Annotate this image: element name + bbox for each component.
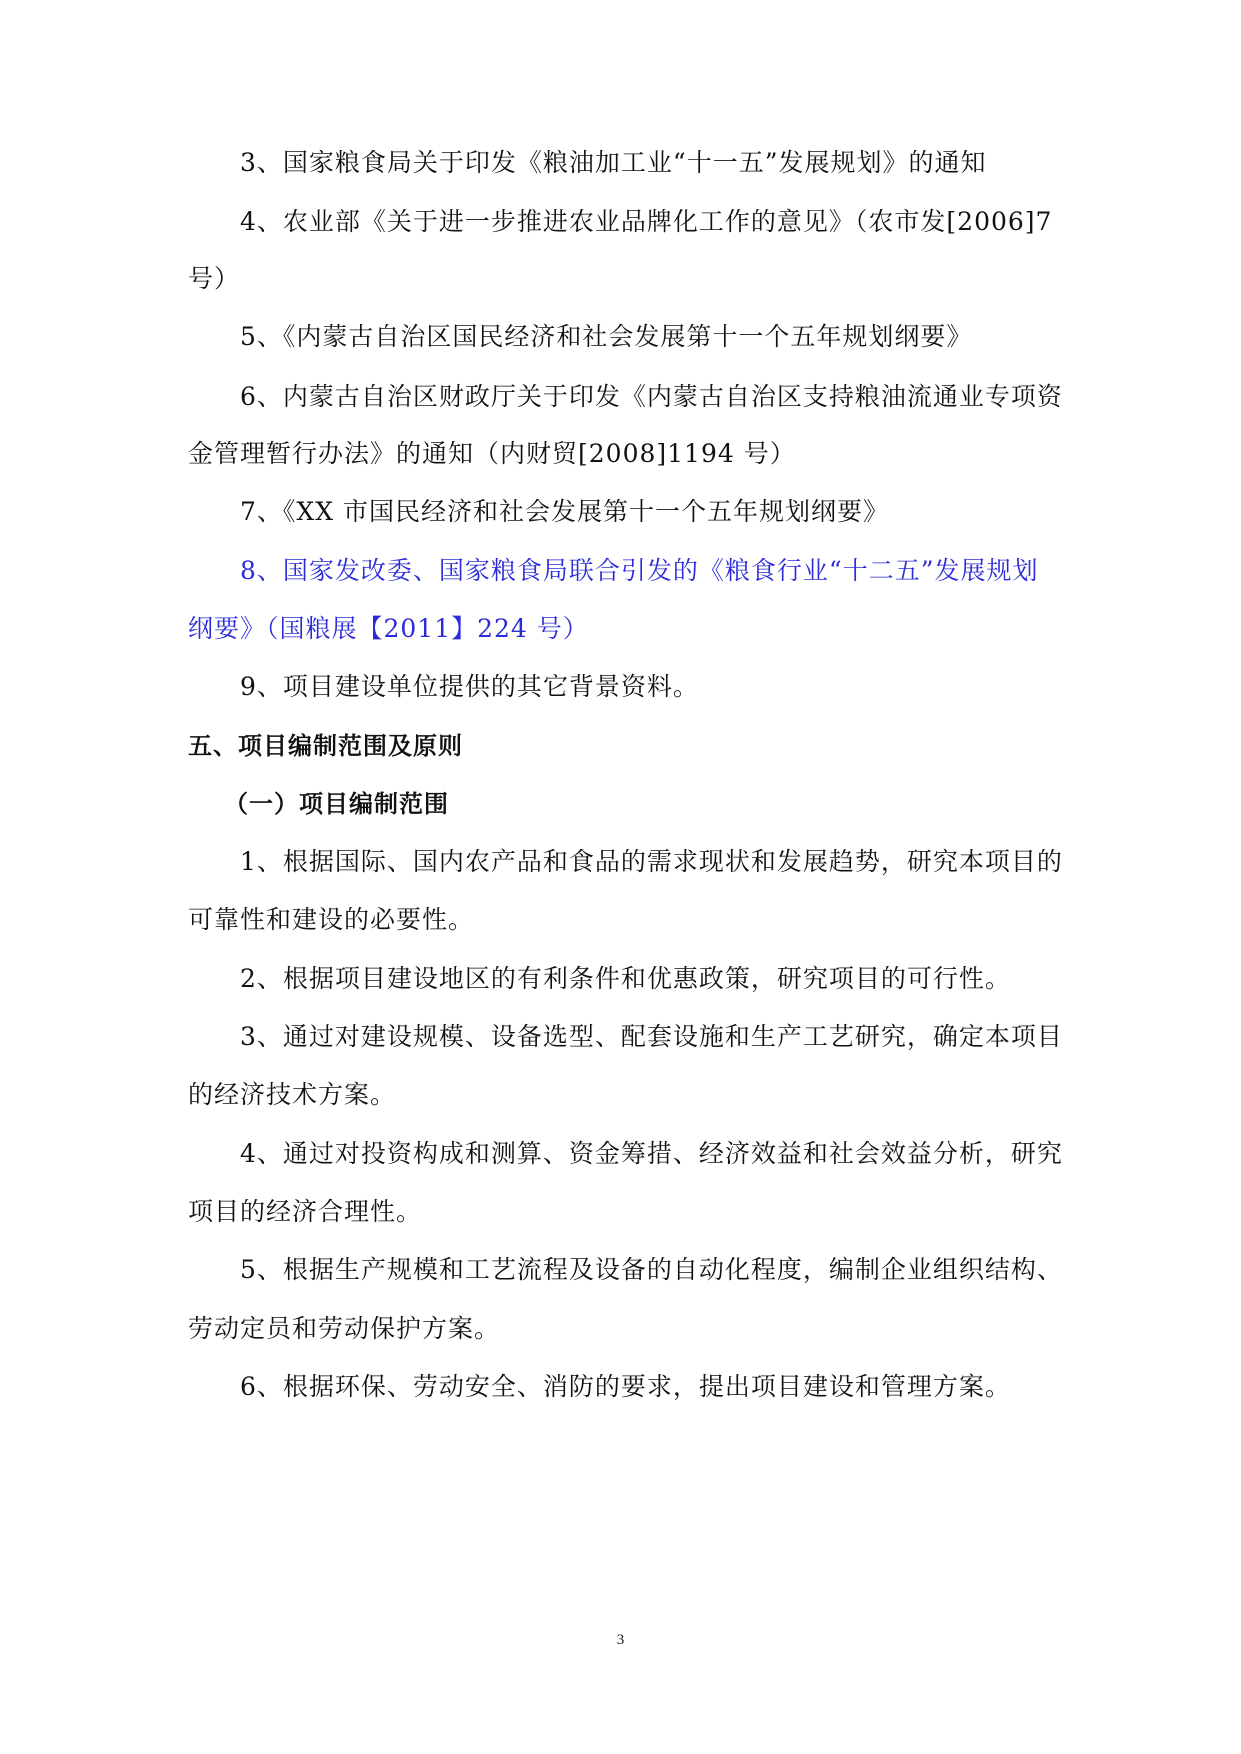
reference-6-line-1: 6、内蒙古自治区财政厅关于印发《内蒙古自治区支持粮油流通业专项资 [240,382,1063,411]
scope-item-4-line-2: 项目的经济合理性。 [188,1197,423,1226]
section-heading: 五、项目编制范围及原则 [188,732,463,760]
page-number: 3 [616,1632,625,1648]
scope-item-3-line-1: 3、通过对建设规模、设备选型、配套设施和生产工艺研究，确定本项目 [240,1022,1063,1051]
reference-4-line-2: 号） [188,264,241,293]
scope-item-6: 6、根据环保、劳动安全、消防的要求，提出项目建设和管理方案。 [240,1372,1011,1401]
reference-9: 9、项目建设单位提供的其它背景资料。 [240,672,699,701]
reference-6-line-2: 金管理暂行办法》的通知（内财贸[2008]1194 号） [188,439,796,468]
reference-4-line-1: 4、农业部《关于进一步推进农业品牌化工作的意见》（农市发[2006]7 [240,207,1053,236]
scope-item-4-line-1: 4、通过对投资构成和测算、资金筹措、经济效益和社会效益分析，研究 [240,1139,1063,1168]
reference-5: 5、《内蒙古自治区国民经济和社会发展第十一个五年规划纲要》 [240,322,973,351]
scope-item-1-line-1: 1、根据国际、国内农产品和食品的需求现状和发展趋势，研究本项目的 [240,847,1063,876]
scope-item-5-line-1: 5、根据生产规模和工艺流程及设备的自动化程度，编制企业组织结构、 [240,1255,1063,1284]
reference-3: 3、国家粮食局关于印发《粮油加工业“十一五”发展规划》的通知 [240,148,987,177]
subsection-heading: （一）项目编制范围 [224,790,449,818]
scope-item-2: 2、根据项目建设地区的有利条件和优惠政策，研究项目的可行性。 [240,964,1011,993]
scope-item-5-line-2: 劳动定员和劳动保护方案。 [188,1314,501,1343]
scope-item-1-line-2: 可靠性和建设的必要性。 [188,905,475,934]
reference-7: 7、《XX 市国民经济和社会发展第十一个五年规划纲要》 [240,497,889,526]
reference-8-line-2: 纲要》（国粮展【2011】224 号） [188,614,589,643]
reference-8-line-1: 8、国家发改委、国家粮食局联合引发的《粮食行业“十二五”发展规划 [240,556,1039,585]
scope-item-3-line-2: 的经济技术方案。 [188,1080,397,1109]
